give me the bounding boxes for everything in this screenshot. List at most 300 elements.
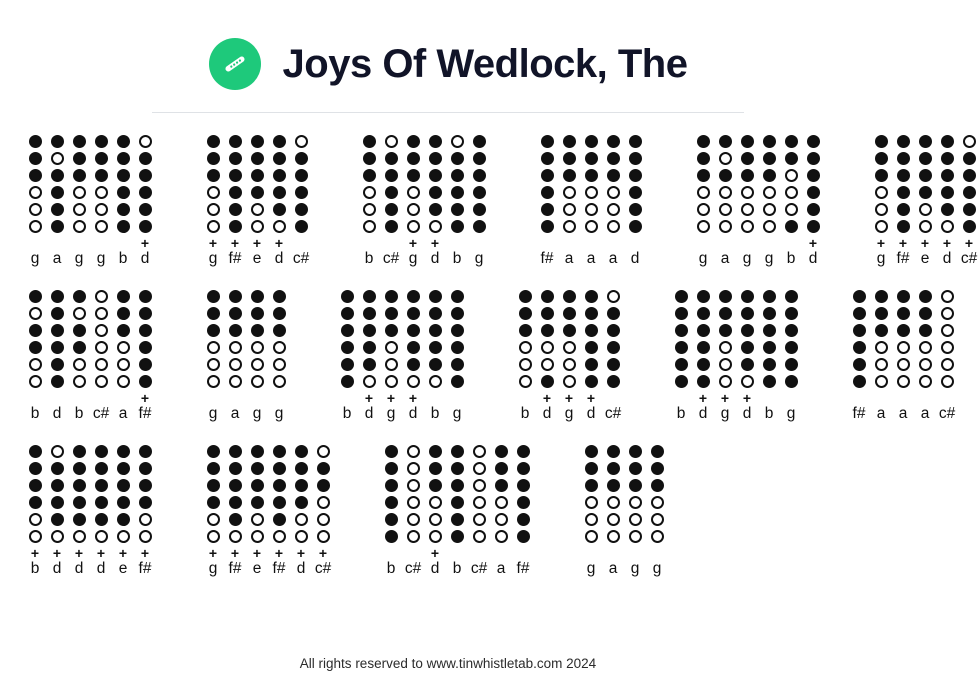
octave-marker-row bbox=[202, 392, 290, 404]
hole-closed-icon bbox=[385, 152, 398, 165]
octave-marker: + bbox=[564, 390, 574, 406]
hole-open-icon bbox=[317, 496, 330, 509]
hole-closed-icon bbox=[95, 445, 108, 458]
tab-measure bbox=[514, 290, 624, 424]
note-name: d bbox=[430, 560, 440, 577]
hole-closed-icon bbox=[429, 445, 442, 458]
hole-closed-icon bbox=[675, 307, 688, 320]
hole-closed-icon bbox=[117, 307, 130, 320]
note-name: g bbox=[564, 405, 574, 422]
note-fingering bbox=[246, 290, 268, 392]
octave-marker bbox=[892, 392, 914, 404]
hole-closed-icon bbox=[385, 203, 398, 216]
octave-marker bbox=[336, 392, 358, 404]
hole-open-icon bbox=[473, 513, 486, 526]
hole-closed-icon bbox=[853, 307, 866, 320]
note-name: a bbox=[608, 250, 618, 267]
hole-closed-icon bbox=[229, 169, 242, 182]
note-fingering bbox=[468, 135, 490, 237]
octave-marker bbox=[290, 237, 312, 249]
note-fingering bbox=[758, 290, 780, 392]
hole-open-icon bbox=[51, 152, 64, 165]
hole-open-icon bbox=[741, 203, 754, 216]
hole-open-icon bbox=[407, 479, 420, 492]
note-name: g bbox=[876, 250, 886, 267]
note-fingering bbox=[936, 135, 958, 237]
hole-open-icon bbox=[719, 203, 732, 216]
note-name: a bbox=[52, 250, 62, 267]
octave-marker: + bbox=[118, 545, 128, 561]
note-fingering bbox=[224, 290, 246, 392]
octave-marker-row bbox=[514, 392, 624, 404]
note-name: f# bbox=[228, 250, 242, 267]
note-fingering bbox=[402, 290, 424, 392]
hole-closed-icon bbox=[919, 169, 932, 182]
note-name: b bbox=[118, 250, 128, 267]
hole-open-icon bbox=[785, 203, 798, 216]
note-fingering bbox=[802, 135, 824, 237]
hole-closed-icon bbox=[785, 358, 798, 371]
hole-open-icon bbox=[273, 341, 286, 354]
hole-closed-icon bbox=[251, 290, 264, 303]
note-name: a bbox=[118, 405, 128, 422]
octave-marker-row bbox=[24, 237, 156, 249]
note-fingering bbox=[670, 290, 692, 392]
note-name: e bbox=[252, 560, 262, 577]
hole-open-icon bbox=[941, 358, 954, 371]
hole-open-icon bbox=[95, 186, 108, 199]
octave-marker: + bbox=[964, 235, 974, 251]
note-name: b bbox=[364, 250, 374, 267]
hole-open-icon bbox=[385, 375, 398, 388]
hole-open-icon bbox=[563, 203, 576, 216]
hole-open-icon bbox=[941, 341, 954, 354]
hole-open-icon bbox=[651, 530, 664, 543]
octave-marker bbox=[112, 392, 134, 404]
hole-closed-icon bbox=[585, 135, 598, 148]
hole-closed-icon bbox=[697, 341, 710, 354]
hole-closed-icon bbox=[541, 290, 554, 303]
hole-open-icon bbox=[407, 186, 420, 199]
hole-closed-icon bbox=[407, 324, 420, 337]
note-name: g bbox=[586, 560, 596, 577]
note-name-row bbox=[202, 559, 334, 579]
hole-open-icon bbox=[229, 530, 242, 543]
note-fingering bbox=[646, 445, 668, 547]
hole-closed-icon bbox=[451, 375, 464, 388]
note-name: d bbox=[364, 405, 374, 422]
octave-marker bbox=[758, 392, 780, 404]
note-fingering bbox=[246, 135, 268, 237]
tab-measure bbox=[580, 445, 668, 579]
hole-open-icon bbox=[585, 186, 598, 199]
hole-open-icon bbox=[73, 220, 86, 233]
hole-closed-icon bbox=[341, 324, 354, 337]
hole-closed-icon bbox=[741, 169, 754, 182]
note-group bbox=[24, 445, 156, 547]
hole-closed-icon bbox=[629, 203, 642, 216]
note-fingering bbox=[224, 135, 246, 237]
hole-open-icon bbox=[385, 341, 398, 354]
page-header bbox=[0, 0, 896, 90]
hole-closed-icon bbox=[897, 169, 910, 182]
hole-open-icon bbox=[919, 203, 932, 216]
note-name: b bbox=[30, 405, 40, 422]
note-name: c# bbox=[960, 250, 978, 267]
hole-closed-icon bbox=[207, 496, 220, 509]
octave-marker bbox=[602, 547, 624, 559]
tab-measure bbox=[202, 135, 312, 269]
hole-closed-icon bbox=[963, 220, 976, 233]
hole-closed-icon bbox=[295, 186, 308, 199]
hole-closed-icon bbox=[495, 462, 508, 475]
hole-open-icon bbox=[697, 203, 710, 216]
note-name-row bbox=[380, 559, 534, 579]
hole-open-icon bbox=[741, 186, 754, 199]
hole-open-icon bbox=[473, 496, 486, 509]
hole-closed-icon bbox=[563, 290, 576, 303]
hole-closed-icon bbox=[29, 496, 42, 509]
octave-marker bbox=[380, 237, 402, 249]
hole-closed-icon bbox=[429, 135, 442, 148]
hole-open-icon bbox=[207, 358, 220, 371]
hole-closed-icon bbox=[207, 445, 220, 458]
hole-closed-icon bbox=[919, 186, 932, 199]
note-name: b bbox=[386, 560, 396, 577]
octave-marker bbox=[68, 392, 90, 404]
hole-closed-icon bbox=[585, 445, 598, 458]
octave-marker-row bbox=[24, 392, 156, 404]
hole-closed-icon bbox=[473, 220, 486, 233]
hole-closed-icon bbox=[295, 152, 308, 165]
hole-closed-icon bbox=[517, 496, 530, 509]
note-fingering bbox=[424, 445, 446, 547]
hole-open-icon bbox=[273, 220, 286, 233]
hole-open-icon bbox=[763, 220, 776, 233]
octave-marker bbox=[602, 392, 624, 404]
hole-closed-icon bbox=[919, 307, 932, 320]
hole-open-icon bbox=[429, 375, 442, 388]
hole-closed-icon bbox=[675, 375, 688, 388]
note-fingering bbox=[714, 290, 736, 392]
hole-closed-icon bbox=[897, 135, 910, 148]
hole-closed-icon bbox=[51, 375, 64, 388]
hole-closed-icon bbox=[95, 152, 108, 165]
hole-open-icon bbox=[519, 358, 532, 371]
hole-closed-icon bbox=[407, 358, 420, 371]
octave-marker-row bbox=[870, 237, 980, 249]
hole-open-icon bbox=[495, 530, 508, 543]
hole-open-icon bbox=[897, 341, 910, 354]
hole-open-icon bbox=[897, 375, 910, 388]
octave-marker bbox=[580, 237, 602, 249]
hole-open-icon bbox=[317, 513, 330, 526]
hole-open-icon bbox=[495, 496, 508, 509]
octave-marker bbox=[848, 392, 870, 404]
tab-measure bbox=[24, 445, 156, 579]
octave-marker bbox=[24, 237, 46, 249]
hole-closed-icon bbox=[807, 135, 820, 148]
octave-marker bbox=[870, 392, 892, 404]
hole-closed-icon bbox=[741, 135, 754, 148]
octave-marker: + bbox=[920, 235, 930, 251]
hole-closed-icon bbox=[273, 445, 286, 458]
note-name: d bbox=[742, 405, 752, 422]
hole-closed-icon bbox=[139, 324, 152, 337]
hole-closed-icon bbox=[51, 341, 64, 354]
hole-closed-icon bbox=[273, 186, 286, 199]
octave-marker bbox=[512, 547, 534, 559]
hole-closed-icon bbox=[139, 496, 152, 509]
hole-closed-icon bbox=[853, 341, 866, 354]
hole-closed-icon bbox=[473, 203, 486, 216]
hole-closed-icon bbox=[229, 186, 242, 199]
tab-measure bbox=[24, 290, 156, 424]
note-group bbox=[202, 135, 312, 237]
hole-closed-icon bbox=[697, 307, 710, 320]
hole-closed-icon bbox=[585, 290, 598, 303]
hole-open-icon bbox=[941, 307, 954, 320]
hole-closed-icon bbox=[51, 290, 64, 303]
hole-open-icon bbox=[585, 513, 598, 526]
note-fingering bbox=[714, 135, 736, 237]
note-name: f# bbox=[272, 560, 286, 577]
hole-open-icon bbox=[251, 375, 264, 388]
note-group bbox=[870, 135, 980, 237]
note-name: f# bbox=[540, 250, 554, 267]
hole-open-icon bbox=[295, 530, 308, 543]
tab-row bbox=[24, 135, 978, 269]
hole-closed-icon bbox=[607, 341, 620, 354]
hole-open-icon bbox=[385, 358, 398, 371]
hole-closed-icon bbox=[541, 307, 554, 320]
hole-closed-icon bbox=[429, 358, 442, 371]
hole-open-icon bbox=[139, 135, 152, 148]
hole-open-icon bbox=[585, 496, 598, 509]
octave-marker bbox=[558, 237, 580, 249]
hole-open-icon bbox=[95, 220, 108, 233]
hole-closed-icon bbox=[29, 479, 42, 492]
hole-closed-icon bbox=[139, 479, 152, 492]
hole-closed-icon bbox=[341, 341, 354, 354]
hole-closed-icon bbox=[785, 135, 798, 148]
hole-closed-icon bbox=[741, 290, 754, 303]
note-name: d bbox=[698, 405, 708, 422]
hole-closed-icon bbox=[763, 135, 776, 148]
hole-closed-icon bbox=[451, 324, 464, 337]
hole-closed-icon bbox=[807, 203, 820, 216]
note-name: c# bbox=[382, 250, 400, 267]
hole-closed-icon bbox=[919, 152, 932, 165]
hole-closed-icon bbox=[785, 375, 798, 388]
note-fingering bbox=[112, 445, 134, 547]
octave-marker bbox=[24, 392, 46, 404]
hole-closed-icon bbox=[229, 513, 242, 526]
octave-marker: + bbox=[698, 390, 708, 406]
octave-marker bbox=[224, 392, 246, 404]
hole-closed-icon bbox=[51, 496, 64, 509]
note-fingering bbox=[290, 445, 312, 547]
note-name: g bbox=[764, 250, 774, 267]
hole-closed-icon bbox=[363, 341, 376, 354]
tin-whistle-icon bbox=[209, 38, 261, 90]
note-name: d bbox=[430, 250, 440, 267]
note-name: g bbox=[386, 405, 396, 422]
hole-closed-icon bbox=[473, 186, 486, 199]
hole-closed-icon bbox=[451, 220, 464, 233]
hole-closed-icon bbox=[451, 496, 464, 509]
note-fingering bbox=[246, 445, 268, 547]
hole-open-icon bbox=[473, 445, 486, 458]
note-fingering bbox=[202, 445, 224, 547]
note-name-row bbox=[336, 404, 468, 424]
hole-open-icon bbox=[407, 530, 420, 543]
hole-closed-icon bbox=[407, 169, 420, 182]
note-name: g bbox=[208, 250, 218, 267]
hole-closed-icon bbox=[607, 307, 620, 320]
hole-closed-icon bbox=[897, 152, 910, 165]
hole-closed-icon bbox=[941, 203, 954, 216]
hole-open-icon bbox=[519, 341, 532, 354]
hole-closed-icon bbox=[117, 220, 130, 233]
octave-marker bbox=[90, 392, 112, 404]
hole-closed-icon bbox=[341, 375, 354, 388]
hole-closed-icon bbox=[875, 307, 888, 320]
note-name: d bbox=[408, 405, 418, 422]
hole-closed-icon bbox=[385, 290, 398, 303]
hole-closed-icon bbox=[229, 220, 242, 233]
hole-closed-icon bbox=[51, 220, 64, 233]
note-name: b bbox=[342, 405, 352, 422]
note-name-row bbox=[202, 404, 290, 424]
octave-marker bbox=[202, 392, 224, 404]
hole-closed-icon bbox=[451, 341, 464, 354]
octave-marker-row bbox=[536, 237, 646, 249]
hole-closed-icon bbox=[363, 135, 376, 148]
note-fingering bbox=[68, 135, 90, 237]
hole-open-icon bbox=[407, 462, 420, 475]
note-name: e bbox=[118, 560, 128, 577]
octave-marker: + bbox=[586, 390, 596, 406]
hole-closed-icon bbox=[73, 445, 86, 458]
note-fingering bbox=[624, 445, 646, 547]
note-name: g bbox=[652, 560, 662, 577]
note-fingering bbox=[424, 135, 446, 237]
octave-marker bbox=[46, 392, 68, 404]
note-fingering bbox=[224, 445, 246, 547]
hole-closed-icon bbox=[607, 375, 620, 388]
hole-open-icon bbox=[29, 358, 42, 371]
note-name-row bbox=[870, 249, 980, 269]
hole-open-icon bbox=[875, 220, 888, 233]
hole-closed-icon bbox=[117, 324, 130, 337]
octave-marker: + bbox=[318, 545, 328, 561]
octave-marker-row bbox=[336, 392, 468, 404]
hole-closed-icon bbox=[51, 169, 64, 182]
note-fingering bbox=[558, 290, 580, 392]
hole-open-icon bbox=[139, 530, 152, 543]
hole-closed-icon bbox=[273, 513, 286, 526]
octave-marker bbox=[268, 392, 290, 404]
octave-marker: + bbox=[408, 235, 418, 251]
hole-closed-icon bbox=[495, 479, 508, 492]
octave-marker-row bbox=[358, 237, 490, 249]
octave-marker bbox=[490, 547, 512, 559]
octave-marker: + bbox=[52, 545, 62, 561]
note-fingering bbox=[312, 445, 334, 547]
hole-closed-icon bbox=[117, 169, 130, 182]
hole-closed-icon bbox=[585, 375, 598, 388]
hole-open-icon bbox=[139, 513, 152, 526]
note-fingering bbox=[780, 290, 802, 392]
hole-closed-icon bbox=[29, 135, 42, 148]
hole-closed-icon bbox=[451, 186, 464, 199]
hole-closed-icon bbox=[251, 152, 264, 165]
octave-marker bbox=[424, 392, 446, 404]
hole-closed-icon bbox=[853, 290, 866, 303]
hole-closed-icon bbox=[875, 290, 888, 303]
note-fingering bbox=[402, 445, 424, 547]
hole-open-icon bbox=[407, 220, 420, 233]
hole-closed-icon bbox=[251, 445, 264, 458]
note-fingering bbox=[514, 290, 536, 392]
hole-closed-icon bbox=[675, 341, 688, 354]
hole-closed-icon bbox=[385, 307, 398, 320]
note-fingering bbox=[558, 135, 580, 237]
note-name: e bbox=[920, 250, 930, 267]
note-name: e bbox=[252, 250, 262, 267]
hole-open-icon bbox=[585, 220, 598, 233]
hole-closed-icon bbox=[341, 358, 354, 371]
note-fingering bbox=[580, 445, 602, 547]
hole-open-icon bbox=[563, 375, 576, 388]
octave-marker bbox=[90, 237, 112, 249]
octave-marker: + bbox=[408, 390, 418, 406]
hole-closed-icon bbox=[317, 462, 330, 475]
hole-closed-icon bbox=[697, 324, 710, 337]
note-fingering bbox=[358, 290, 380, 392]
octave-marker: + bbox=[230, 235, 240, 251]
hole-closed-icon bbox=[385, 496, 398, 509]
hole-closed-icon bbox=[607, 135, 620, 148]
hole-closed-icon bbox=[719, 135, 732, 148]
note-fingering bbox=[892, 290, 914, 392]
octave-marker: + bbox=[274, 545, 284, 561]
hole-closed-icon bbox=[117, 203, 130, 216]
hole-open-icon bbox=[73, 186, 86, 199]
note-name: a bbox=[720, 250, 730, 267]
hole-closed-icon bbox=[251, 324, 264, 337]
note-name: d bbox=[586, 405, 596, 422]
octave-marker-row bbox=[202, 547, 334, 559]
hole-closed-icon bbox=[563, 152, 576, 165]
hole-closed-icon bbox=[363, 307, 376, 320]
note-name: g bbox=[96, 250, 106, 267]
hole-closed-icon bbox=[139, 462, 152, 475]
octave-marker: + bbox=[252, 235, 262, 251]
hole-open-icon bbox=[941, 324, 954, 337]
hole-closed-icon bbox=[875, 152, 888, 165]
hole-closed-icon bbox=[785, 324, 798, 337]
hole-closed-icon bbox=[207, 135, 220, 148]
hole-closed-icon bbox=[897, 186, 910, 199]
note-name: d bbox=[52, 560, 62, 577]
note-name-row bbox=[848, 404, 958, 424]
note-fingering bbox=[24, 290, 46, 392]
hole-closed-icon bbox=[541, 324, 554, 337]
octave-marker bbox=[624, 237, 646, 249]
hole-open-icon bbox=[317, 445, 330, 458]
